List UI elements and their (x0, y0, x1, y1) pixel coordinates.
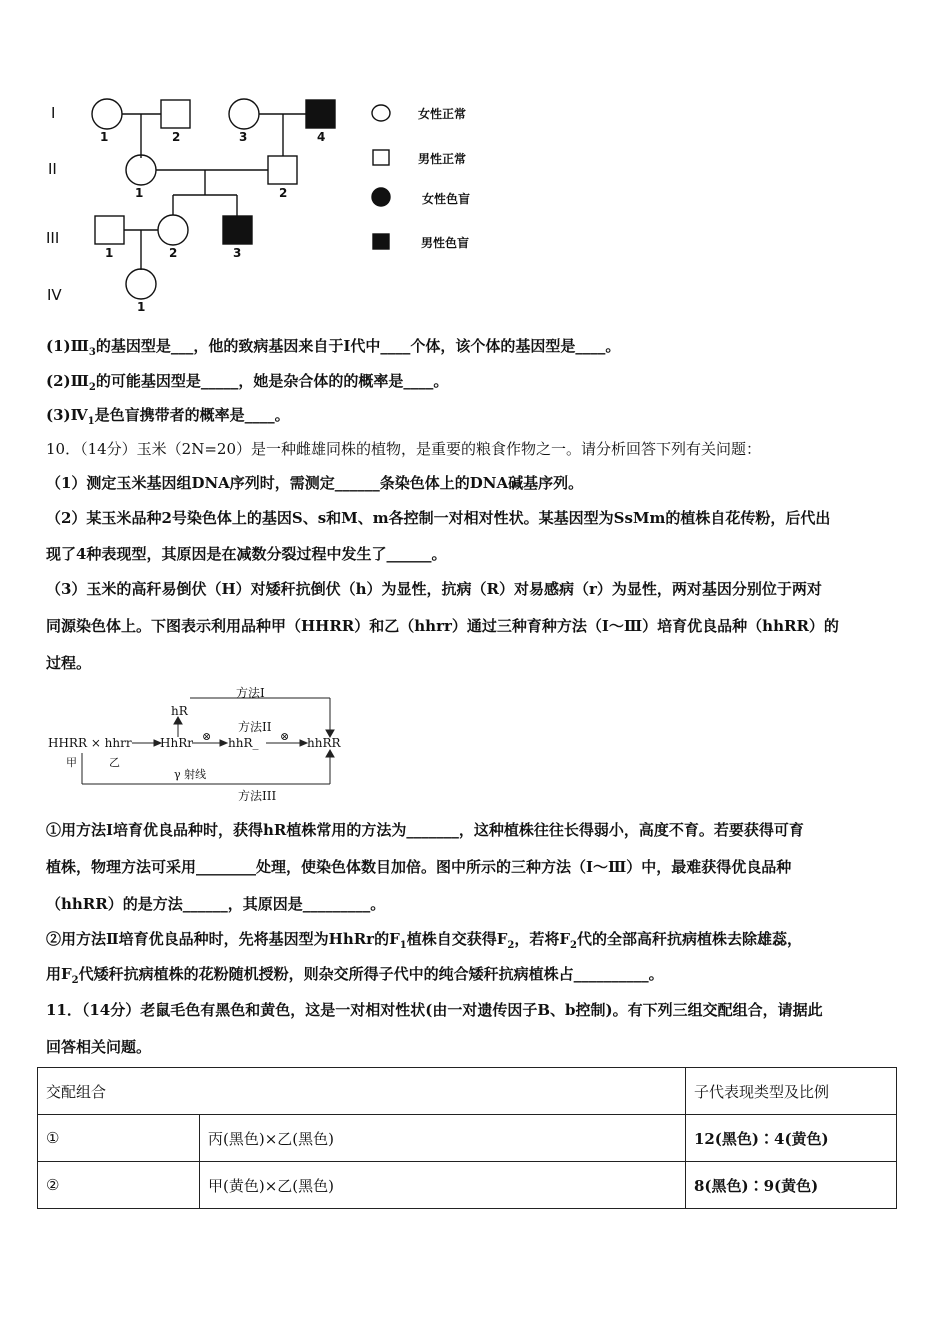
q10-sub2-line2: 用$F_2$代矮秆抗病植株的花粉随机授粉，则杂交所得子代中的纯合矮秆抗病植株占__________。 (46, 965, 664, 986)
table-row (38, 1115, 897, 1162)
diagram-method-3: 方法III (238, 789, 277, 803)
legend-female-normal: 女性正常 (418, 107, 467, 121)
q9-part2: $(2)Ⅲ_2$的可能基因型是_____，她是杂合体的的概率是____。 (46, 372, 449, 393)
I-4-male-affected (306, 100, 335, 128)
III-3-male-affected (223, 216, 252, 244)
gen-label-II: II (48, 160, 57, 178)
q10-part1: （1）测定玉米基因组DNA序列时，需测定______条染色体上的DNA碱基序列。 (46, 474, 584, 492)
legend-female-affected-symbol (372, 188, 390, 206)
gen-label-IV: IV (47, 286, 62, 304)
legend-male-affected-symbol (373, 234, 389, 249)
diagram-selfing-1: ⊗ (202, 730, 212, 743)
diagram-jia: 甲 (66, 756, 77, 769)
I-1-female-normal (92, 99, 122, 129)
III-1-male-normal (95, 216, 124, 244)
II-1-female-normal (126, 155, 156, 185)
cross-table (37, 1067, 897, 1209)
diagram-HhRr: HhRr (160, 736, 193, 750)
table-cell-id: ② (38, 1162, 200, 1209)
num-III-2: 2 (169, 246, 178, 260)
diagram-target: hhRR (307, 736, 341, 750)
q10-part3-line1: （3）玉米的高秆易倒伏（H）对矮秆抗倒伏（h）为显性，抗病（R）对易感病（r）为显性，两对基因分别位于两对 (46, 580, 822, 598)
diagram-method-2: 方法II (238, 720, 272, 734)
q11-heading-2: 回答相关问题。 (46, 1038, 152, 1056)
table-header-result: 子代表现类型及比例 (685, 1068, 896, 1115)
I-3-female-normal (229, 99, 259, 129)
diagram-yi: 乙 (109, 756, 120, 769)
diagram-hhR: hhR_ (228, 736, 259, 750)
table-row (38, 1162, 897, 1209)
num-III-1: 1 (105, 246, 114, 260)
gen-label-III: III (46, 229, 60, 247)
table-cell-id: ① (38, 1115, 200, 1162)
q10-part3-line3: 过程。 (46, 654, 92, 672)
diagram-selfing-2: ⊗ (280, 730, 290, 743)
legend-male-affected: 男性色盲 (421, 236, 470, 250)
q11-heading: 11．（14分）老鼠毛色有黑色和黄色，这是一对相对性状(由一对遗传因子B、b控制)。有下列三组交配组合，请据此 (46, 1001, 823, 1019)
gen-label-I: I (51, 104, 56, 122)
diagram-hR: hR (171, 704, 188, 718)
num-IV-1: 1 (137, 300, 146, 314)
III-2-female-normal (158, 215, 188, 245)
table-cell-result: 8(黑色)∶9(黄色) (685, 1162, 896, 1209)
II-2-male-normal (268, 156, 297, 184)
legend-female-affected: 女性色盲 (422, 192, 471, 206)
legend-male-normal-symbol (373, 150, 389, 165)
q10-sub2-line1: ②用方法Ⅱ培育优良品种时，先将基因型为HhRr的$F_1$植株自交获得$F_2$，若将$F_2$代的全部高秆抗病植株去除雄蕊， (46, 930, 802, 951)
legend-male-normal: 男性正常 (418, 152, 467, 166)
diagram-cross: HHRR × hhrr (48, 736, 132, 750)
q10-part2-line1: （2）某玉米品种2号染色体上的基因S、s和M、m各控制一对相对性状。某基因型为SsMm的植株自花传粉，后代出 (46, 509, 831, 527)
q9-part1: $(1)Ⅲ_3$的基因型是___，他的致病基因来自于Ⅰ代中____个体，该个体的基因型是____。 (46, 337, 621, 358)
num-II-2: 2 (279, 186, 288, 200)
q10-sub1-line3: （hhRR）的是方法______，其原因是_________。 (46, 895, 386, 913)
num-I-4: 4 (317, 130, 326, 144)
I-2-male-normal (161, 100, 190, 128)
table-header-row (38, 1068, 897, 1115)
q10-part2-line2: 现了4种表现型，其原因是在减数分裂过程中发生了______。 (46, 545, 447, 563)
diagram-gamma-ray: γ 射线 (174, 768, 207, 781)
q9-part3: $(3)Ⅳ_1$是色盲携带者的概率是____。 (46, 406, 290, 427)
IV-1-female-normal (126, 269, 156, 299)
num-I-1: 1 (100, 130, 109, 144)
num-II-1: 1 (135, 186, 144, 200)
q10-sub1-line2: 植株，物理方法可采用________处理，使染色体数目加倍。图中所示的三种方法（Ⅰ～Ⅲ）中，最难获得优良品种 (46, 858, 792, 876)
q10-heading: 10．（14分）玉米（2N=20）是一种雌雄同株的植物，是重要的粮食作物之一。请分析回答下列有关问题： (46, 440, 762, 458)
q10-sub1-line1: ①用方法Ⅰ培育优良品种时，获得hR植株常用的方法为_______，这种植株往往长得弱小，高度不育。若要获得可育 (46, 821, 804, 839)
q10-part3-line2: 同源染色体上。下图表示利用品种甲（HHRR）和乙（hhrr）通过三种育种方法（Ⅰ～Ⅲ）培育优良品种（hhRR）的 (46, 617, 839, 635)
num-III-3: 3 (233, 246, 242, 260)
num-I-2: 2 (172, 130, 181, 144)
table-header-cross: 交配组合 (38, 1068, 686, 1115)
table-cell-cross: 甲(黄色)×乙(黑色) (200, 1162, 686, 1209)
diagram-method-1: 方法I (236, 686, 265, 700)
num-I-3: 3 (239, 130, 248, 144)
legend-female-normal-symbol (372, 105, 390, 121)
table-cell-result: 12(黑色)∶4(黄色) (685, 1115, 896, 1162)
table-cell-cross: 丙(黑色)×乙(黑色) (200, 1115, 686, 1162)
